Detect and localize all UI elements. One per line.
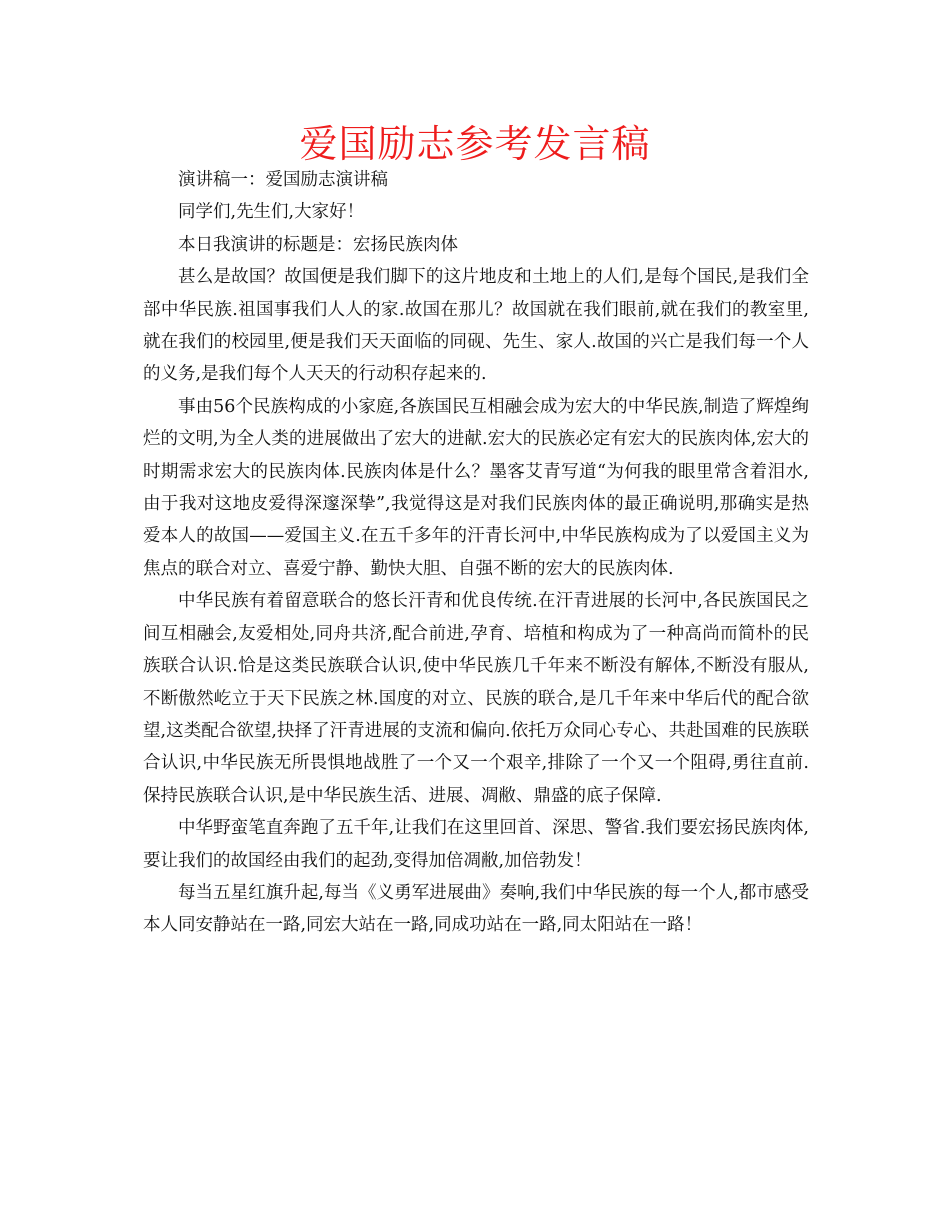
paragraph-subtitle: 演讲稿一：爱国励志演讲稿 <box>178 170 388 190</box>
paragraph-topic: 本日我演讲的标题是：宏扬民族肉体 <box>178 234 458 255</box>
paragraph-body: 每当五星红旗升起,每当《义勇军进展曲》奏响,我们中华民族的每一个人,都市感受本人同安静站在一路,同宏大站在一路,同成功站在一路,同太阳站在一路！ <box>143 882 809 936</box>
document-body <box>143 164 809 942</box>
paragraph-body: 中华民族有着留意联合的悠长汗青和优良传统.在汗青进展的长河中,各民族国民之间互相融会,友爱相处,同舟共济,配合前进,孕育、培植和构成为了一种高尚而简朴的民族联合认识.恰是这类民族联合认识,使中华民族几千年来不断没有解体,不断没有服从,不断傲然屹立于天下民族之林.国度的对立、民族的联合,是几千年来中华后代的配合欲望,这类配合欲望,抉择了汗青进展的支流和偏向.依托万众同心专心、共赴国难的民族联合认识,中华民族无所畏惧地战胜了一个又一个艰辛,排除了一个又一个阻碍,勇往直前.保持民族联合认识,是中华民族生活、进展、凋敝、鼎盛的底子保障. <box>143 591 809 806</box>
document-title: 爱国励志参考发言稿 <box>299 122 651 166</box>
paragraph-greeting: 同学们,先生们,大家好！ <box>178 202 365 223</box>
paragraph-body: 甚么是故国？故国便是我们脚下的这片地皮和土地上的人们,是每个国民,是我们全部中华民族.祖国事我们人人的家.故国在那儿？故国就在我们眼前,就在我们的教室里,就在我们的校园里,便是我们天天面临的同砚、先生、家人.故国的兴亡是我们每一个人的义务,是我们每个人天天的行动积存起来的. <box>143 267 809 385</box>
paragraph-body: 中华野蛮笔直奔跑了五千年,让我们在这里回首、深思、警省.我们要宏扬民族肉体,要让我们的故国经由我们的起劲,变得加倍凋敝,加倍勃发！ <box>143 818 809 871</box>
paragraph-body: 事由56个民族构成的小家庭,各族国民互相融会成为宏大的中华民族,制造了辉煌绚烂的文明,为全人类的进展做出了宏大的进献.宏大的民族必定有宏大的民族肉体,宏大的时期需求宏大的民族肉体.民族肉体是什么？墨客艾青写道“为何我的眼里常含着泪水,由于我对这地皮爱得深邃深挚”,我觉得这是对我们民族肉体的最正确说明,那确实是热爱本人的故国——爱国主义.在五千多年的汗青长河中,中华民族构成为了以爱国主义为焦点的联合对立、喜爱宁静、勤快大胆、自强不断的宏大的民族肉体. <box>143 396 809 579</box>
